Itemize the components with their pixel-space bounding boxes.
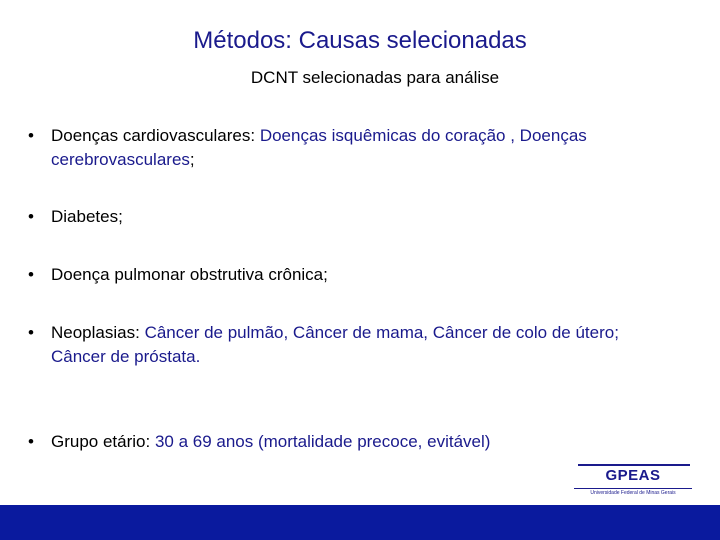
gpeas-logo xyxy=(574,462,692,500)
bullet-marker: • xyxy=(28,126,34,145)
bullet-highlight-line2: cerebrovasculares xyxy=(51,150,190,169)
slide-title: Métodos: Causas selecionadas xyxy=(193,27,527,54)
bullet-suffix: ; xyxy=(189,150,195,169)
logo-subtext: Universidade Federal de Minas Gerais xyxy=(590,490,676,496)
bullet-highlight-line1: Doenças isquêmicas do coração , Doenças xyxy=(259,126,587,145)
bullet-text xyxy=(51,124,587,172)
bullet-prefix: Grupo etário: xyxy=(51,432,155,451)
bullet-marker: • xyxy=(28,432,34,451)
bullet-text xyxy=(51,430,490,454)
bullet-prefix: Neoplasias: xyxy=(51,323,145,342)
bullet-text xyxy=(51,321,619,369)
bullet-highlight-line2: Câncer de próstata. xyxy=(51,347,201,366)
bullet-highlight: 30 a 69 anos (mortalidade precoce, evitável) xyxy=(154,432,491,451)
bullet-prefix: Doenças cardiovasculares: xyxy=(51,126,260,145)
slide-subtitle: DCNT selecionadas para análise xyxy=(250,68,500,87)
bullet-text: Diabetes; xyxy=(51,207,123,226)
footer-bar xyxy=(0,505,720,540)
bullet-marker: • xyxy=(28,207,34,226)
bullet-marker: • xyxy=(28,265,34,284)
logo-bottom-rule xyxy=(574,488,692,489)
logo-top-rule xyxy=(578,464,690,466)
logo-text: GPEAS xyxy=(605,467,661,484)
bullet-highlight-line1: Câncer de pulmão, Câncer de mama, Câncer de colo de útero; xyxy=(144,323,619,342)
bullet-marker: • xyxy=(28,323,34,342)
bullet-text: Doença pulmonar obstrutiva crônica; xyxy=(51,265,328,284)
